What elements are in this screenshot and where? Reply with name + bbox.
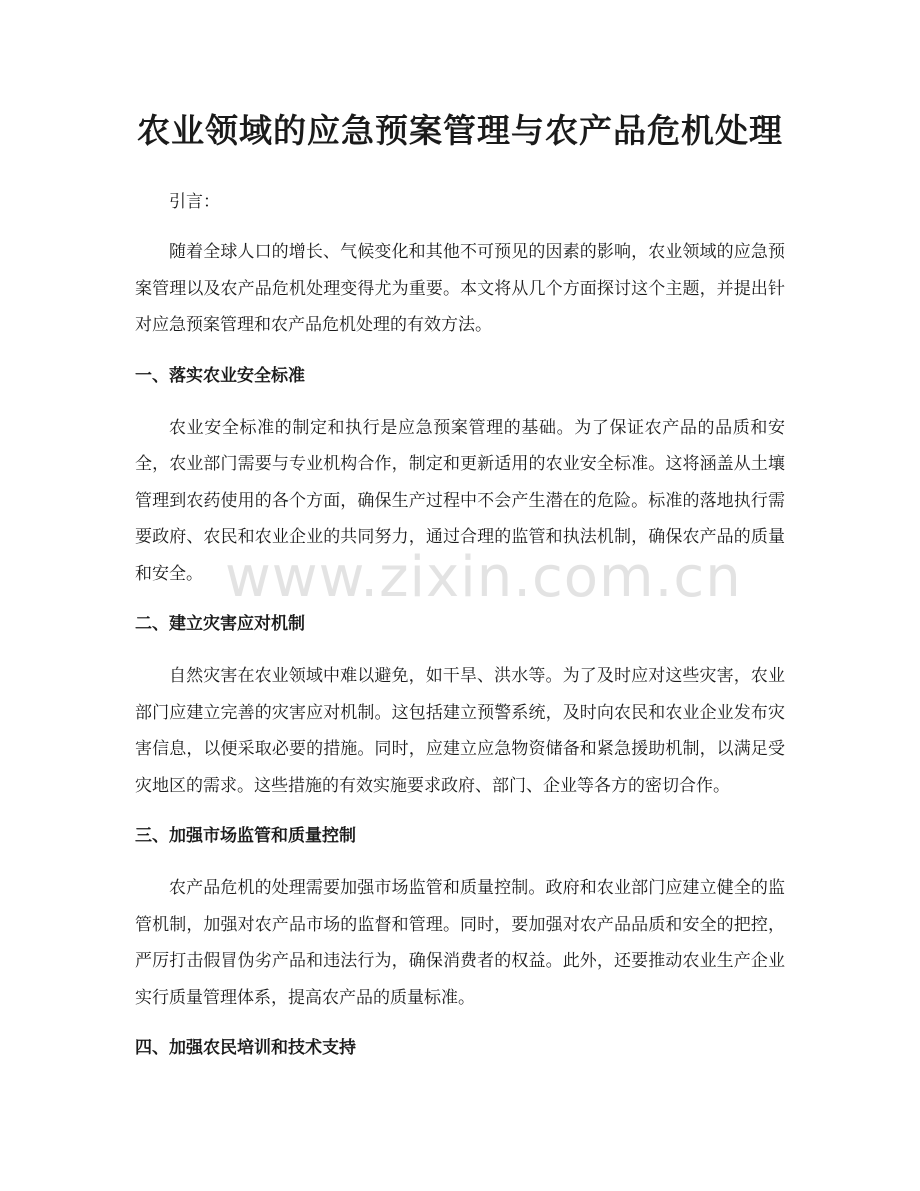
- document-body: [135, 180, 785, 1066]
- section-heading-2: 二、建立灾害应对机制: [135, 614, 305, 634]
- section-heading-4: 四、加强农民培训和技术支持: [135, 1038, 356, 1058]
- intro-paragraph: 随着全球人口的增长、气候变化和其他不可预见的因素的影响，农业领域的应急预案管理以及农产品危机处理变得尤为重要。本文将从几个方面探讨这个主题，并提出针对应急预案管理和农产品危机处理的有效方法。: [135, 242, 785, 335]
- section-paragraph-2: 自然灾害在农业领域中难以避免，如干旱、洪水等。为了及时应对这些灾害，农业部门应建立完善的灾害应对机制。这包括建立预警系统，及时向农民和农业企业发布灾害信息，以便采取必要的措施。同时，应建立应急物资储备和紧急援助机制，以满足受灾地区的需求。这些措施的有效实施要求政府、部门、企业等各方的密切合作。: [135, 666, 785, 796]
- document-title: 农业领域的应急预案管理与农产品危机处理: [137, 111, 783, 150]
- section-heading-1: 一、落实农业安全标准: [135, 365, 305, 386]
- section-paragraph-1: 农业安全标准的制定和执行是应急预案管理的基础。为了保证农产品的品质和安全，农业部门需要与专业机构合作，制定和更新适用的农业安全标准。这将涵盖从土壤管理到农药使用的各个方面，确保生产过程中不会产生潜在的危险。标准的落地执行需要政府、农民和农业企业的共同努力，通过合理的监管和执法机制，确保农产品的质量和安全。: [135, 417, 785, 584]
- section-heading-3: 三、加强市场监管和质量控制: [135, 826, 356, 846]
- section-paragraph-3: 农产品危机的处理需要加强市场监管和质量控制。政府和农业部门应建立健全的监管机制，加强对农产品市场的监督和管理。同时，要加强对农产品品质和安全的把控，严厉打击假冒伪劣产品和违法行为，确保消费者的权益。此外，还要推动农业生产企业实行质量管理体系，提高农产品的质量标准。: [135, 878, 785, 1008]
- intro-label: 引言：: [169, 192, 220, 212]
- watermark: www.zixin.com.cn: [225, 545, 742, 610]
